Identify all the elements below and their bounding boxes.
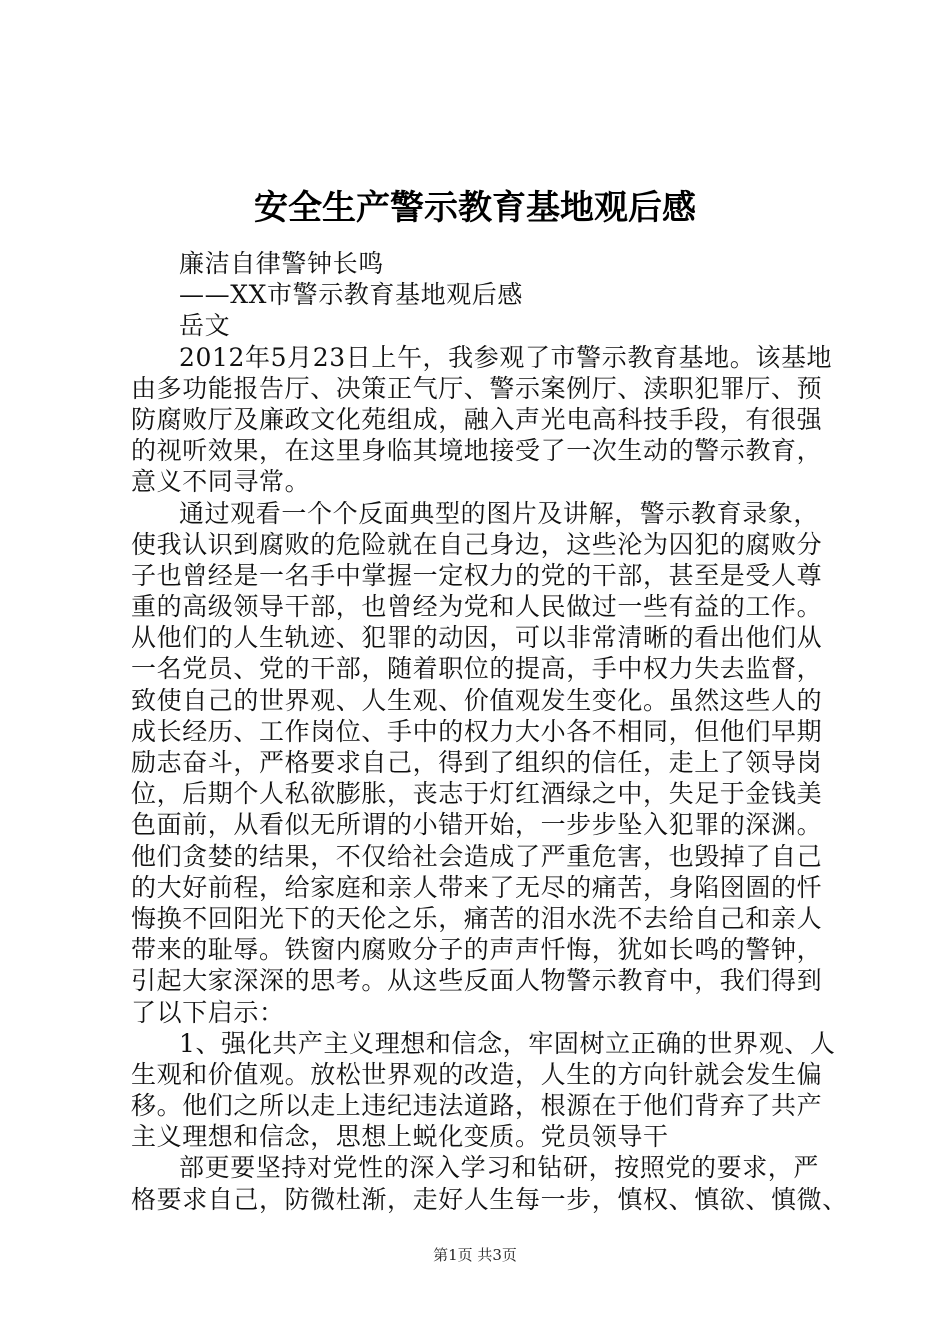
text-line: 带来的耻辱。铁窗内腐败分子的声声忏悔，犹如长鸣的警钟， (131, 935, 823, 965)
text-line: 色面前，从看似无所谓的小错开始，一步步坠入犯罪的深渊。 (131, 810, 823, 840)
text-line: 从他们的人生轨迹、犯罪的动因，可以非常清晰的看出他们从 (131, 623, 823, 653)
text-line: 使我认识到腐败的危险就在自己身边，这些沦为囚犯的腐败分 (131, 529, 823, 559)
subtitle-line: 廉洁自律警钟长鸣 (179, 249, 384, 278)
text-line: 2012年5月23日上午，我参观了市警示教育基地。该基地 (179, 342, 833, 372)
text-line: 格要求自己，防微杜渐，走好人生每一步，慎权、慎欲、慎微、 (131, 1184, 848, 1214)
text-line: 意义不同寻常。 (131, 467, 311, 497)
text-line: 悔换不回阳光下的天伦之乐，痛苦的泪水洗不去给自己和亲人 (131, 903, 823, 933)
text-line: 致使自己的世界观、人生观、价值观发生变化。虽然这些人的 (131, 685, 823, 715)
text-line: 的视听效果，在这里身临其境地接受了一次生动的警示教育， (131, 436, 823, 466)
text-line: 部更要坚持对党性的深入学习和钻研，按照党的要求，严 (179, 1153, 820, 1183)
document-title: 安全生产警示教育基地观后感 (254, 188, 696, 228)
text-line: 子也曾经是一名手中掌握一定权力的党的干部，甚至是受人尊 (131, 560, 823, 590)
text-line: 防腐败厅及廉政文化苑组成，融入声光电高科技手段，有很强 (131, 404, 823, 434)
text-line: 通过观看一个个反面典型的图片及讲解，警示教育录象， (179, 498, 820, 528)
document-body (131, 248, 848, 1215)
text-line: 1、强化共产主义理想和信念，牢固树立正确的世界观、人 (179, 1028, 836, 1058)
text-line: 生观和价值观。放松世界观的改造，人生的方向针就会发生偏 (131, 1059, 823, 1089)
text-line: 他们贪婪的结果，不仅给社会造成了严重危害，也毁掉了自己 (131, 841, 823, 871)
text-line: 的大好前程，给家庭和亲人带来了无尽的痛苦，身陷囹圄的忏 (131, 872, 823, 902)
text-line: 位，后期个人私欲膨胀，丧志于灯红酒绿之中，失足于金钱美 (131, 779, 823, 809)
page-footer: 第1页 共3页 (433, 1246, 517, 1264)
text-line: 移。他们之所以走上违纪违法道路，根源在于他们背弃了共产 (131, 1091, 823, 1121)
text-line: 了以下启示： (131, 997, 285, 1027)
text-line: 由多功能报告厅、决策正气厅、警示案例厅、渎职犯罪厅、预 (131, 373, 823, 403)
subtitle-line: ——XX市警示教育基地观后感 (179, 280, 523, 310)
text-line: 励志奋斗，严格要求自己，得到了组织的信任，走上了领导岗 (131, 748, 823, 777)
text-line: 重的高级领导干部，也曾经为党和人民做过一些有益的工作。 (131, 592, 823, 622)
text-line: 一名党员、党的干部，随着职位的提高，手中权力失去监督， (131, 654, 823, 684)
author-line: 岳文 (179, 311, 231, 341)
text-line: 主义理想和信念，思想上蜕化变质。党员领导干 (131, 1122, 669, 1152)
text-line: 成长经历、工作岗位、手中的权力大小各不相同，但他们早期 (131, 716, 823, 746)
text-line: 引起大家深深的思考。从这些反面人物警示教育中，我们得到 (131, 966, 823, 996)
